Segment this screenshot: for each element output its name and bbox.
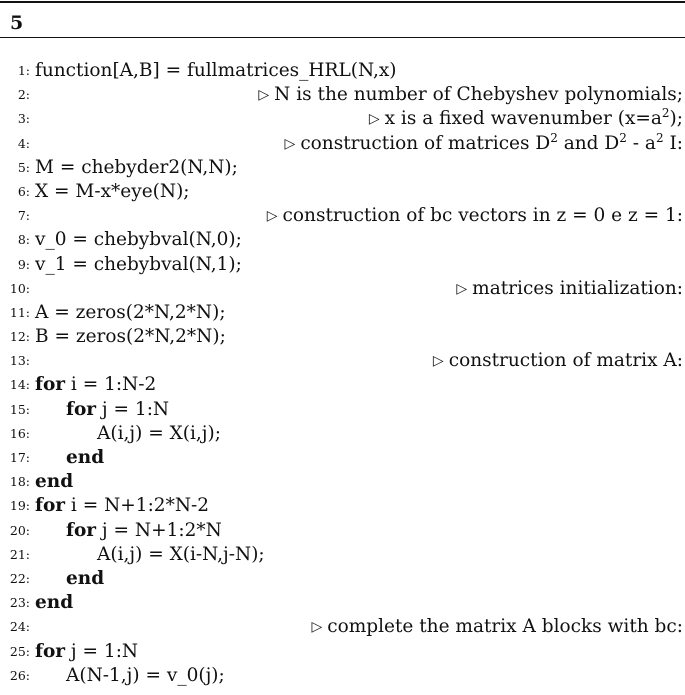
algorithm-line [0, 398, 685, 422]
line-code [66, 664, 225, 688]
code-text: v_1 = chebybval(N,1); [35, 253, 242, 275]
code-text: A(i,j) = X(i-N,j-N); [97, 543, 265, 565]
line-number: 5: [17, 159, 30, 175]
line-number: 8: [17, 232, 30, 248]
algorithm-line [0, 301, 685, 325]
comment-text: ); [669, 108, 683, 130]
line-number: 17: [9, 450, 30, 465]
line-code [66, 446, 104, 470]
comment-text: x is a fixed wavenumber (x=a [384, 108, 662, 130]
algorithm-line [0, 349, 685, 373]
algorithm-line [0, 228, 685, 252]
comment-triangle-icon: ▷ [311, 619, 323, 636]
line-code [66, 519, 222, 543]
line-comment [285, 132, 683, 156]
line-comment [433, 349, 683, 373]
line-number: 16: [9, 425, 30, 441]
line-code [35, 494, 209, 518]
code-text: j = 1:N [96, 398, 170, 420]
algorithm-line [0, 253, 685, 277]
line-number: 19: [9, 498, 30, 514]
line-comment [311, 615, 683, 639]
line-number: 4: [17, 135, 30, 151]
line-number: 7: [17, 208, 30, 224]
line-number: 3: [17, 111, 30, 127]
line-number: 22: [9, 570, 30, 586]
comment-text: and D [557, 132, 620, 154]
algorithm-line [0, 470, 685, 494]
line-comment [456, 277, 683, 301]
line-code [35, 180, 190, 204]
line-number: 14: [9, 377, 30, 393]
keyword: end [35, 471, 74, 493]
comment-text: complete the matrix A blocks with bc: [327, 616, 683, 638]
line-number: 13: [9, 353, 30, 369]
code-text: v_0 = chebybval(N,0); [35, 229, 242, 251]
line-number: 25: [9, 643, 30, 659]
algorithm-line [0, 132, 685, 156]
keyword: for [66, 398, 97, 420]
line-code [35, 373, 156, 397]
comment-superscript: 2 [550, 130, 558, 145]
code-text: A(N-1,j) = v_0(j); [66, 664, 225, 686]
algorithm-line [0, 204, 685, 228]
code-text: A(i,j) = X(i,j); [97, 422, 221, 444]
line-code [97, 543, 265, 567]
line-number: 6: [17, 183, 30, 199]
line-comment [258, 83, 683, 107]
keyword: end [66, 567, 105, 589]
algorithm-line [0, 107, 685, 131]
comment-triangle-icon: ▷ [432, 353, 444, 370]
algorithm-line [0, 543, 685, 567]
comment-text: construction of matrix A: [448, 350, 683, 372]
algorithm-line [0, 277, 685, 301]
line-number: 12: [9, 329, 30, 345]
comment-superscript: 2 [661, 106, 670, 121]
line-number: 10: [9, 280, 30, 296]
algorithm-line [0, 664, 685, 688]
line-number: 26: [9, 667, 30, 683]
code-text: j = N+1:2*N [96, 519, 222, 541]
algorithm-line [0, 325, 685, 349]
line-number: 9: [17, 256, 30, 272]
comment-triangle-icon: ▷ [266, 208, 278, 225]
line-code [35, 228, 242, 252]
line-code [35, 253, 242, 277]
comment-triangle-icon: ▷ [284, 135, 296, 152]
algorithm-line [0, 180, 685, 204]
algorithm-line [0, 615, 685, 639]
line-number: 18: [9, 474, 30, 490]
line-number: 21: [9, 546, 30, 562]
top-rule [0, 1, 685, 3]
line-code [35, 301, 226, 325]
line-number: 11: [9, 304, 30, 320]
algorithm-body [0, 59, 685, 688]
line-code [66, 567, 104, 591]
line-code [35, 470, 73, 494]
header-rule [0, 37, 685, 38]
comment-text: - a [626, 132, 656, 154]
line-number: 24: [9, 619, 30, 635]
line-number: 1: [17, 63, 30, 78]
code-text: B = zeros(2*N,2*N); [35, 326, 226, 348]
algorithm-line [0, 591, 685, 615]
code-text: M = chebyder2(N,N); [35, 156, 238, 178]
keyword: for [35, 374, 66, 396]
algorithm-line [0, 519, 685, 543]
comment-superscript: 2 [619, 130, 627, 145]
comment-text: construction of matrices D [300, 132, 551, 154]
algorithm-line [0, 567, 685, 591]
code-text: X = M-x*eye(N); [35, 180, 190, 202]
line-comment [369, 107, 683, 131]
line-code [66, 398, 169, 422]
algorithm-line [0, 422, 685, 446]
line-code [35, 325, 226, 349]
comment-superscript: 2 [655, 130, 664, 145]
algorithm-line [0, 59, 685, 83]
comment-triangle-icon: ▷ [258, 87, 270, 104]
line-code [35, 640, 138, 664]
line-number: 20: [9, 522, 30, 538]
keyword: for [66, 519, 97, 541]
algorithm-line [0, 446, 685, 470]
code-text: j = 1:N [65, 640, 139, 662]
code-text: A = zeros(2*N,2*N); [35, 301, 226, 323]
comment-triangle-icon: ▷ [368, 111, 380, 128]
code-text: i = 1:N-2 [65, 374, 157, 396]
comment-text: construction of bc vectors in z = 0 e z = 1: [282, 205, 683, 227]
comment-triangle-icon: ▷ [456, 280, 468, 297]
algorithm-line [0, 494, 685, 518]
line-code [35, 591, 73, 615]
keyword: end [66, 447, 105, 468]
line-number: 2: [17, 87, 30, 103]
line-code [97, 422, 221, 446]
keyword: for [35, 640, 66, 662]
comment-text: N is the number of Chebyshev polynomials; [274, 84, 683, 106]
line-code [35, 59, 397, 83]
algorithm-line [0, 83, 685, 107]
line-comment [267, 204, 683, 228]
comment-text: I: [663, 132, 683, 154]
algorithm-line [0, 156, 685, 180]
code-text: i = N+1:2*N-2 [65, 495, 210, 517]
comment-text: matrices initialization: [472, 277, 683, 299]
algorithm-number: 5 [10, 12, 24, 34]
line-number: 23: [9, 595, 30, 611]
line-number: 15: [9, 401, 30, 417]
algorithm-line [0, 640, 685, 664]
keyword: for [35, 495, 66, 517]
keyword: end [35, 592, 74, 614]
code-text: function[A,B] = fullmatrices_HRL(N,x) [35, 60, 397, 81]
algorithm-line [0, 373, 685, 397]
line-code [35, 156, 238, 180]
